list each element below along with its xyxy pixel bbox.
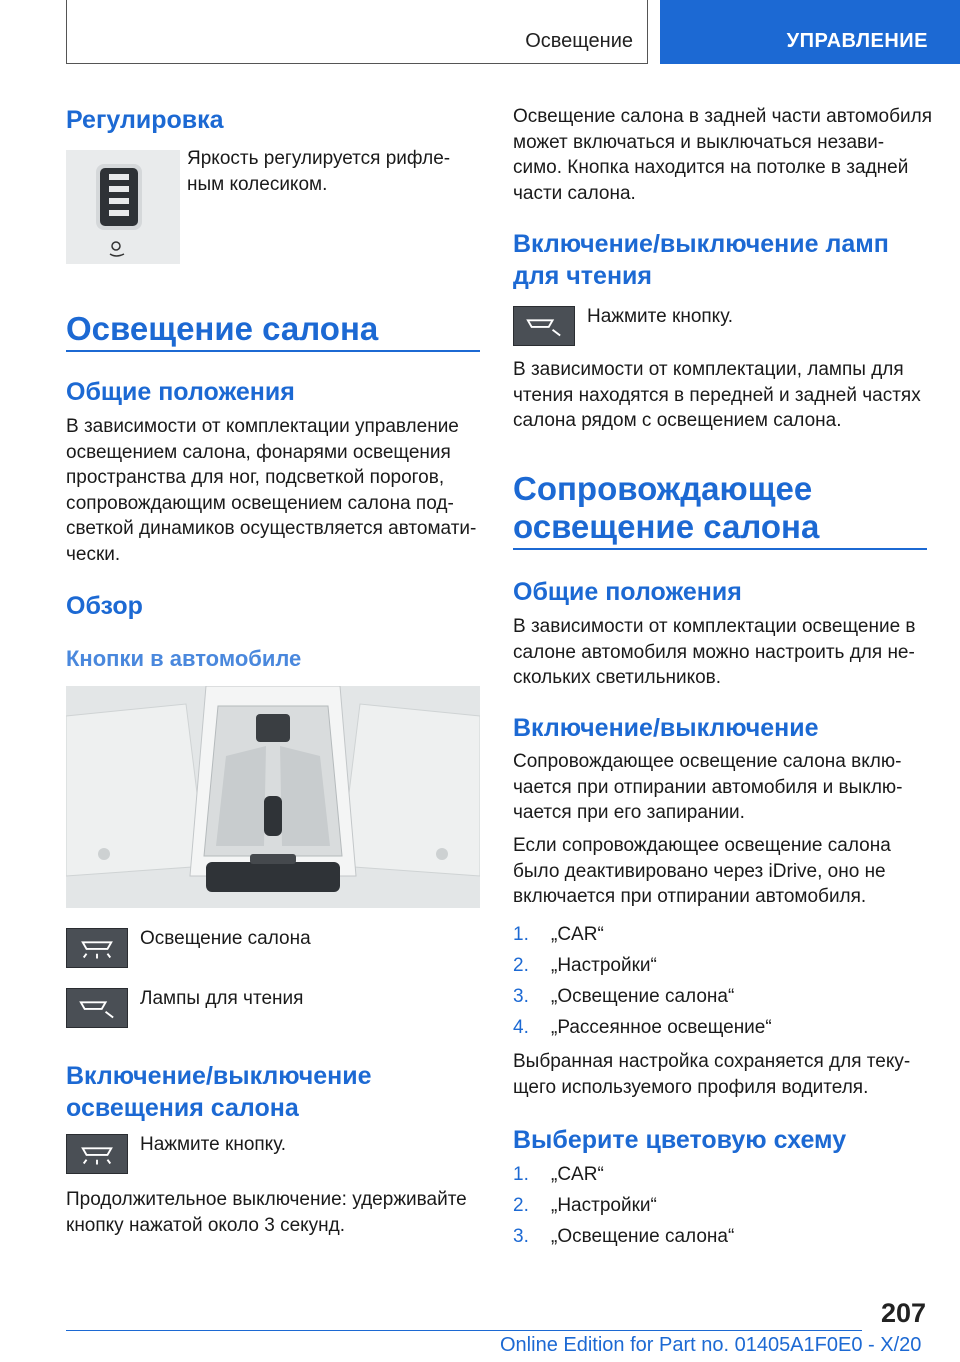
general-title: Общие положения (66, 378, 295, 406)
onoff-text-1: Сопровождающее освещение салона вклю-чается при отпирании автомобиля и выклю-чается при его запирании. (513, 751, 903, 823)
right-general-text: В зависимости от комплектации освещение в салоне автомобиля можно настроить для не-скольких светильников. (513, 616, 916, 688)
reading-lamps-text: В зависимости от комплектации, лампы для чтения находятся в передней и задней частях салона рядом с освещением салона. (513, 359, 921, 431)
toggle-press-text: Нажмите кнопку. (140, 1134, 287, 1155)
footer-rule (66, 1330, 862, 1331)
reading-light-icon-2 (513, 306, 575, 346)
list-item: 3. „Освещение салона“ (513, 986, 735, 1007)
buttons-subtitle: Кнопки в автомобиле (66, 646, 302, 671)
title-rule (66, 350, 480, 352)
settings-list-1 (513, 922, 772, 1046)
reading-lamps-title: Включение/выключение ламп для чтения (513, 230, 889, 290)
ceiling-console-image (66, 686, 480, 908)
list-item: 4. „Рассеянное освещение“ (513, 1017, 772, 1038)
header-chapter-tab: УПРАВЛЕНИЕ (660, 0, 960, 64)
legend-reading-light: Лампы для чтения (140, 988, 304, 1009)
adjust-text: Яркость регулируется рифле-ным колесиком. (187, 148, 451, 195)
overview-title: Обзор (66, 592, 143, 620)
save-profile-text: Выбранная настройка сохраняется для теку-щего используемого профиля водителя. (513, 1051, 911, 1098)
onoff-text-2: Если сопровождающее освещение салона было деактивировано через iDrive, оно не включается при отпирании автомобиля. (513, 835, 891, 907)
long-press-text: Продолжительное выключение: удерживайте кнопку нажатой около 3 секунд. (66, 1189, 467, 1236)
legend-interior-light: Освещение салона (140, 928, 311, 949)
header-section-tab: Освещение (66, 0, 648, 64)
toggle-title: Включение/выключение освещения салона (66, 1062, 372, 1122)
rear-light-text: Освещение салона в задней части автомобиля может включаться и выключаться незави-симо. Кнопка находится на потолке в задней части салона. (513, 106, 932, 204)
settings-list-2 (513, 1162, 734, 1255)
title-rule-right (513, 548, 927, 550)
list-item: 3. „Освещение салона“ (513, 1226, 735, 1247)
list-item: 1. „CAR“ (513, 924, 604, 945)
edition-text: Online Edition for Part no. 01405A1F0E0 - X/20 (500, 1334, 922, 1356)
general-text: В зависимости от комплектации управление освещением салона, фонарями освещения пространства для ног, подсветкой порогов, сопровождающим освещением салона под-светкой динамиков осуществляется автомати-чески. (66, 416, 477, 565)
list-item: 2. „Настройки“ (513, 1195, 657, 1216)
onoff-title: Включение/выключение (513, 714, 819, 742)
right-general-title: Общие положения (513, 578, 742, 606)
color-scheme-title: Выберите цветовую схему (513, 1126, 847, 1154)
dimmer-wheel-image (66, 150, 180, 264)
list-item: 2. „Настройки“ (513, 955, 657, 976)
interior-light-icon-2 (66, 1134, 128, 1174)
interior-light-title: Освещение салона (66, 310, 379, 347)
adjust-title: Регулировка (66, 106, 224, 134)
interior-light-icon (66, 928, 128, 968)
reading-light-icon (66, 988, 128, 1028)
page-number: 207 (880, 1298, 926, 1328)
list-item: 1. „CAR“ (513, 1164, 604, 1185)
reading-press-text: Нажмите кнопку. (587, 306, 734, 327)
follow-light-title: Сопровождающее освещение салона (513, 470, 820, 545)
